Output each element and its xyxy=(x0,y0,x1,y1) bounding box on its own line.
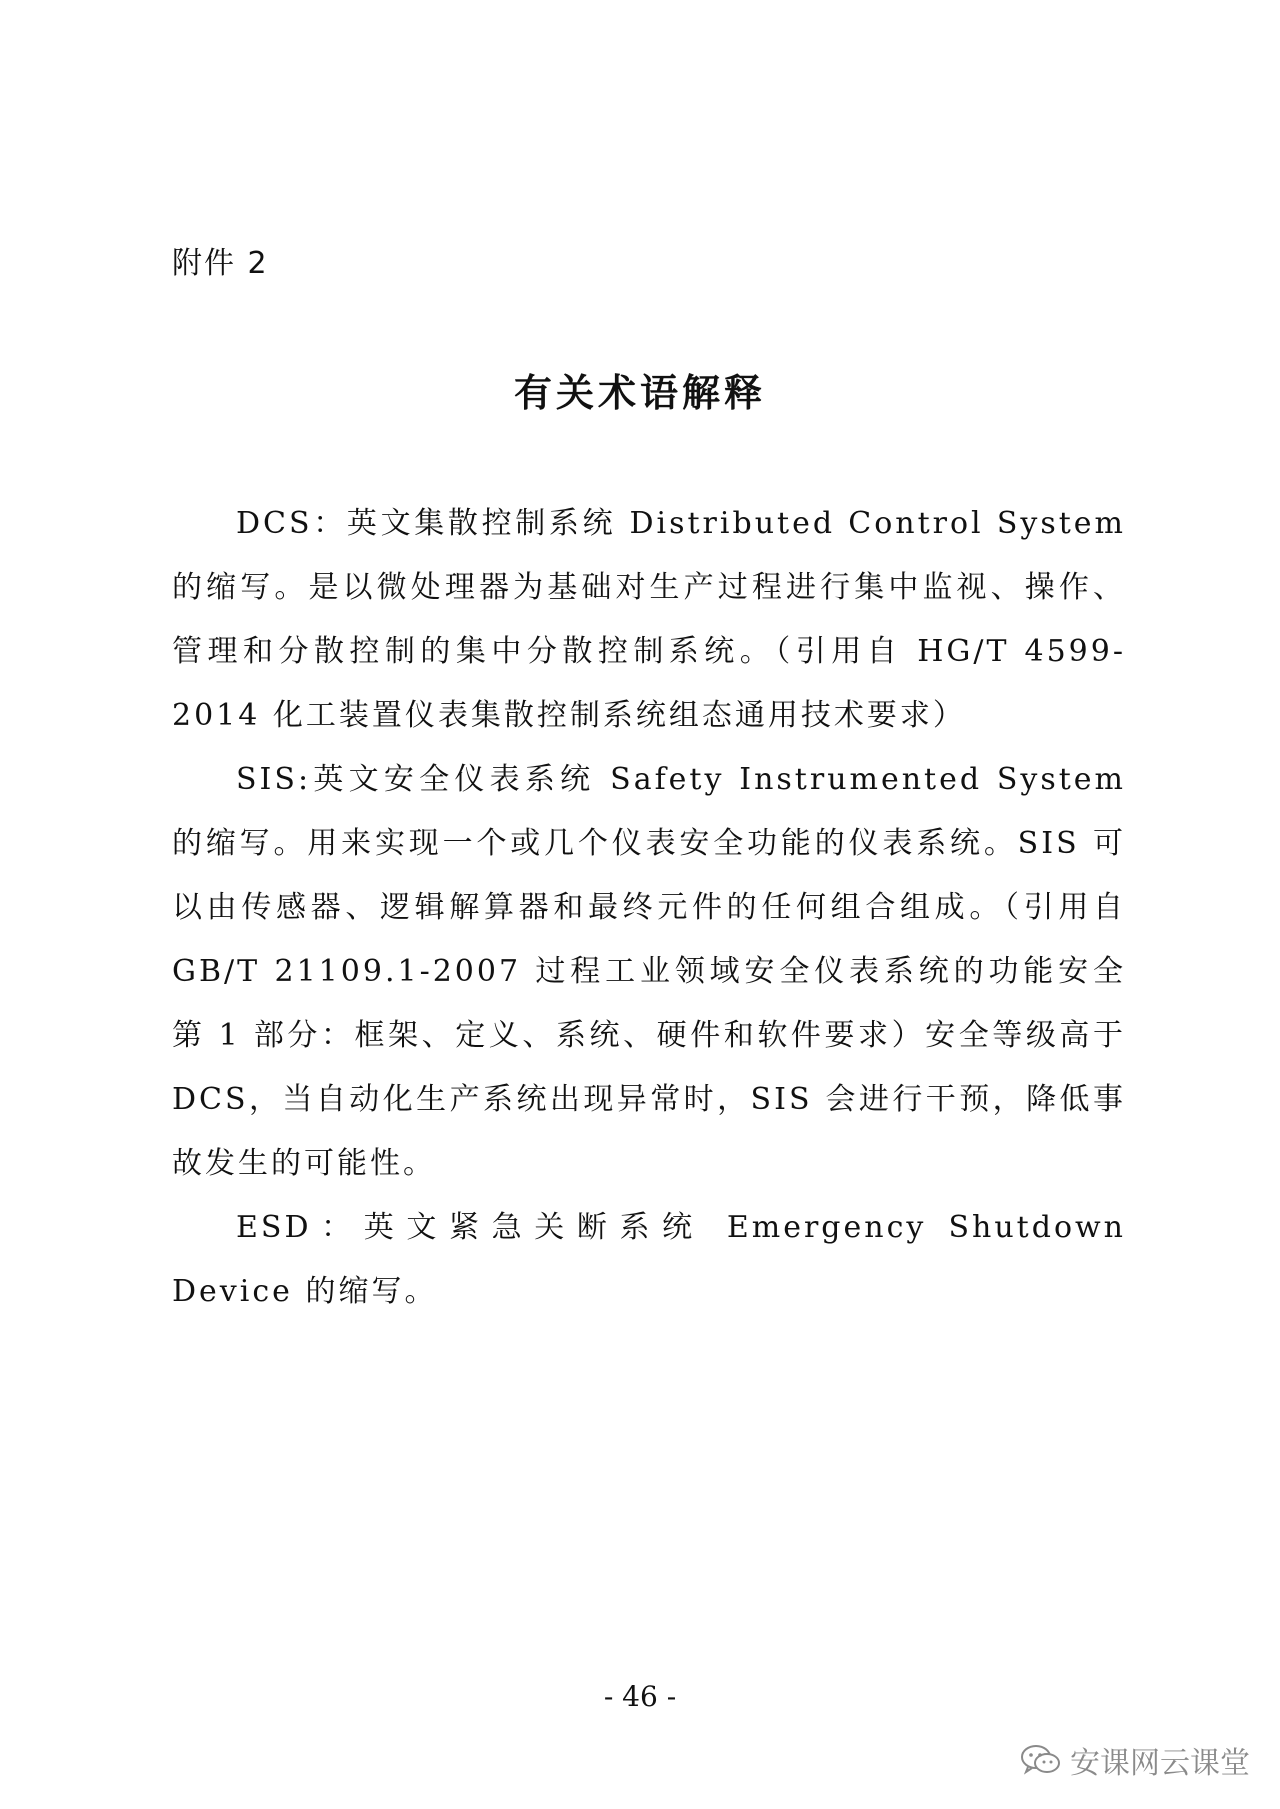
source-watermark xyxy=(1020,1738,1250,1782)
term-esd-paragraph: ESD：英文紧急关断系统 Emergency Shutdown Device 的缩写。 xyxy=(172,1210,1126,1309)
watermark-text: 安课网云课堂 xyxy=(1070,1746,1250,1781)
document-body xyxy=(172,492,1126,1324)
document-title: 有关术语解释 xyxy=(513,370,766,415)
wechat-icon xyxy=(1020,1743,1062,1777)
page-number: - 46 - xyxy=(603,1680,677,1713)
term-dcs-paragraph: DCS：英文集散控制系统 Distributed Control System 的缩写。是以微处理器为基础对生产过程进行集中监视、操作、管理和分散控制的集中分散控制系统。（引用自 HG/T 4599-2014 化工装置仪表集散控制系统组态通用技术要求） xyxy=(172,506,1126,733)
term-sis-paragraph: SIS:英文安全仪表系统 Safety Instrumented System 的缩写。用来实现一个或几个仪表安全功能的仪表系统。SIS 可以由传感器、逻辑解算器和最终元件的任何组合组成。（引用自 GB/T 21109.1-2007 过程工业领域安全仪表系统的功能安全 第 1 部分：框架、定义、系统、硬件和软件要求）安全等级高于 DCS，当自动化生产系统出现异常时，SIS 会进行干预，降低事故发生的可能性。 xyxy=(172,762,1126,1181)
attachment-label: 附件 2 xyxy=(172,246,269,281)
